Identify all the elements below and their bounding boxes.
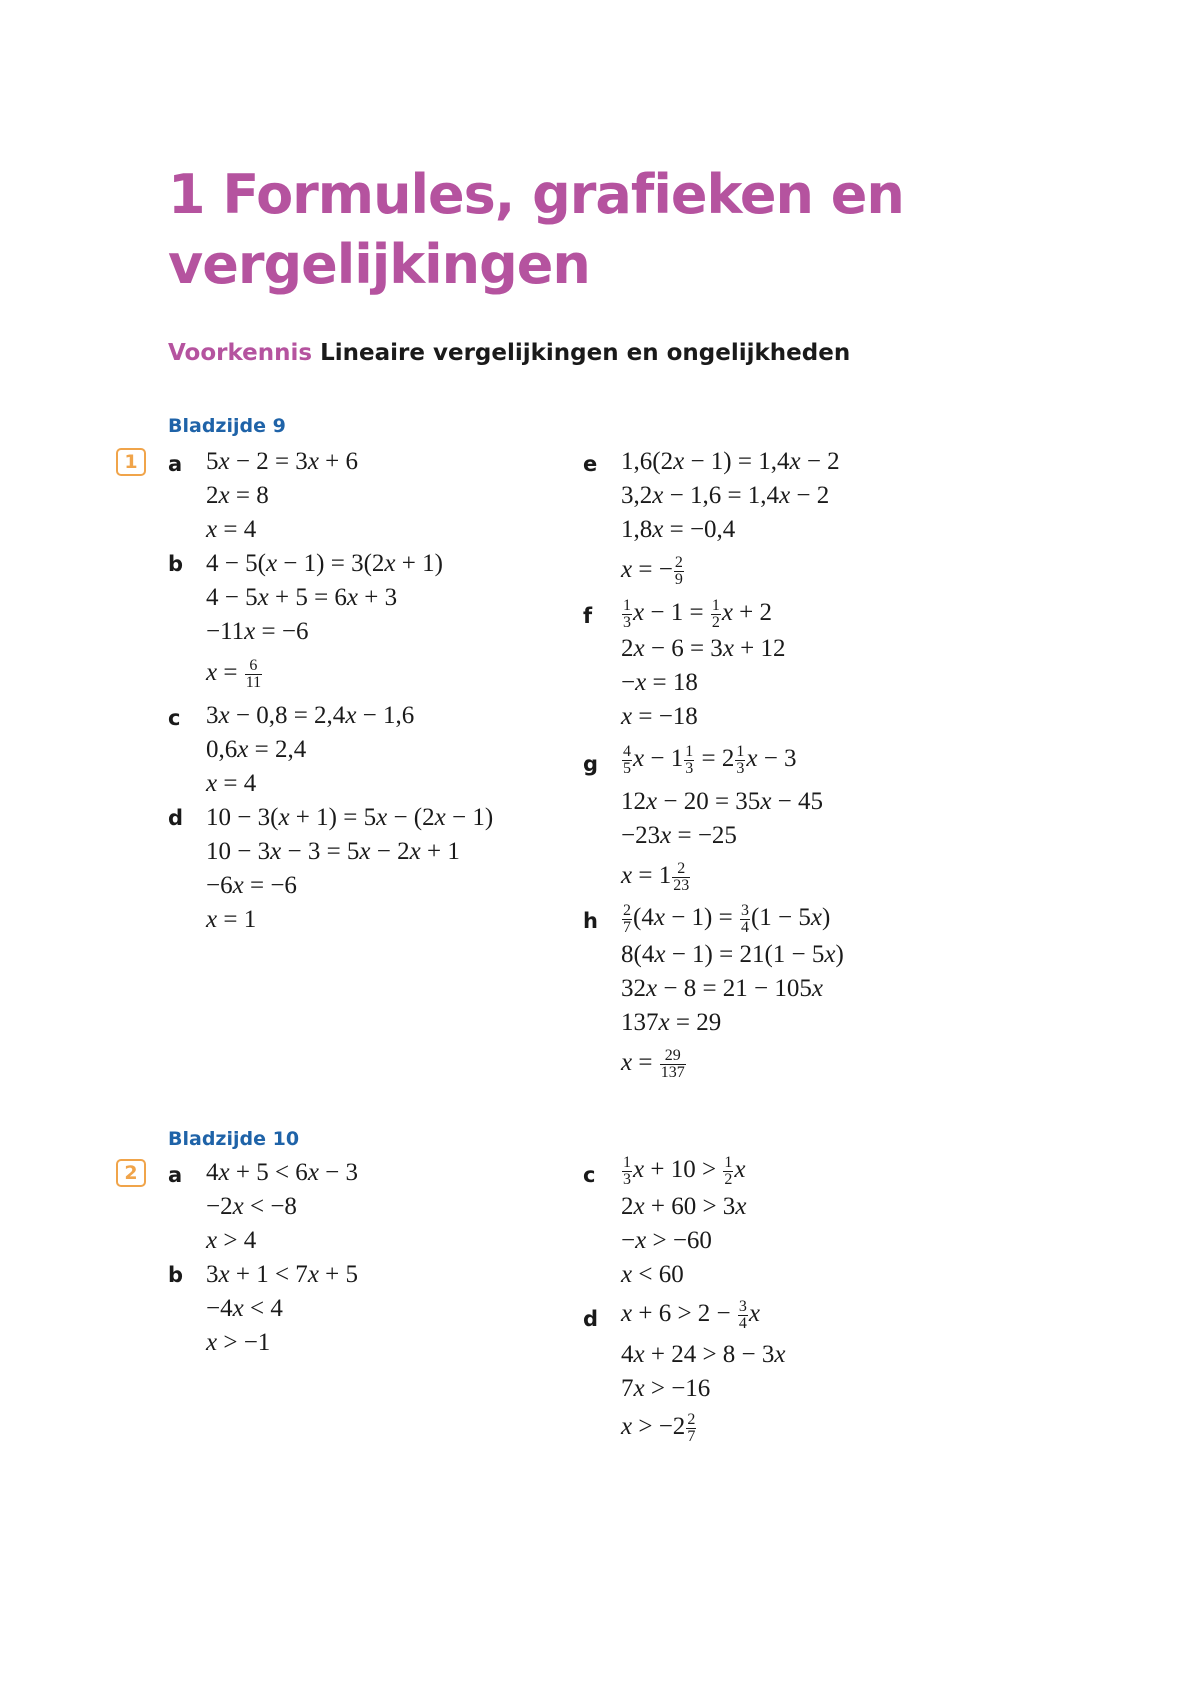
eq-1a-line2: 2x = 8 bbox=[206, 482, 269, 509]
fraction: $\frac{4}{5}$ bbox=[623, 743, 631, 777]
eq-1d-line1: 10 − 3(x + 1) = 5x − (2x − 1) bbox=[206, 804, 494, 831]
fraction: $\frac{1}{2}$ bbox=[724, 1154, 733, 1188]
fraction: $\frac{3}{4}$ bbox=[740, 902, 749, 936]
part-label-d: d bbox=[583, 1307, 599, 1331]
eq-1g-line2: 12x − 20 = 35x − 45 bbox=[621, 788, 824, 815]
part-label-f: f bbox=[583, 604, 593, 628]
eq-1e-line4: x = − $\frac{2}{9}$ bbox=[621, 554, 683, 588]
eq-1b-line4: x = $\frac{6}{11}$ bbox=[206, 657, 262, 691]
part-label-e: e bbox=[583, 452, 598, 476]
ineq-2c-line1: $\frac{1}{3}$ x + 10 > $\frac{1}{2}$ x bbox=[623, 1154, 746, 1188]
fraction: $\frac{29}{137}$ bbox=[660, 1047, 685, 1081]
part-label-a: a bbox=[168, 452, 183, 476]
eq-1e-line3: 1,8x = −0,4 bbox=[621, 516, 736, 543]
fraction: $\frac{3}{4}$ bbox=[738, 1298, 747, 1332]
eq-1f-line1: $\frac{1}{3}$ x − 1 = $\frac{1}{2}$ x + 2 bbox=[623, 597, 773, 631]
fraction: $\frac{2}{9}$ bbox=[674, 554, 683, 588]
eq-1e-line1: 1,6(2x − 1) = 1,4x − 2 bbox=[621, 448, 840, 475]
part-label-b: b bbox=[168, 552, 184, 576]
ineq-2d-line4: x > −2 $\frac{2}{7}$ bbox=[621, 1411, 696, 1445]
eq-1b-line1: 4 − 5(x − 1) = 3(2x + 1) bbox=[206, 550, 443, 577]
fraction: $\frac{1}{2}$ bbox=[711, 597, 720, 631]
fraction: $\frac{6}{11}$ bbox=[245, 657, 262, 691]
eq-1h-line2: 8(4x − 1) = 21(1 − 5x) bbox=[621, 941, 844, 968]
eq-1f-line2: 2x − 6 = 3x + 12 bbox=[621, 635, 786, 662]
part-label-g: g bbox=[583, 752, 599, 776]
ineq-2b-line2: −4x < 4 bbox=[206, 1295, 283, 1322]
ineq-2d-line1: x + 6 > 2 − $\frac{3}{4}$ x bbox=[621, 1298, 761, 1332]
page-ref-10: Bladzijde 10 bbox=[168, 1128, 300, 1150]
section-title: Lineaire vergelijkingen en ongelijkheden bbox=[320, 340, 851, 366]
ineq-2c-line2: 2x + 60 > 3x bbox=[621, 1193, 747, 1220]
eq-1h-line3: 32x − 8 = 21 − 105x bbox=[621, 975, 824, 1002]
part-label-a: a bbox=[168, 1163, 183, 1187]
eq-1c-line1: 3x − 0,8 = 2,4x − 1,6 bbox=[206, 702, 415, 729]
part-label-c: c bbox=[583, 1163, 596, 1187]
ineq-2b-line3: x > −1 bbox=[206, 1329, 271, 1356]
eq-1g-line1: $\frac{4}{5}$ x − 1 $\frac{1}{3}$ = 2 $\frac{1}{3}$ x − 3 bbox=[623, 743, 797, 777]
eq-1a-line3: x = 4 bbox=[206, 516, 257, 543]
fraction: $\frac{1}{3}$ bbox=[685, 743, 694, 777]
title-line-2: vergelijkingen bbox=[168, 233, 590, 296]
section-prefix: Voorkennis bbox=[168, 340, 313, 366]
ineq-2d-line2: 4x + 24 > 8 − 3x bbox=[621, 1341, 786, 1368]
fraction: $\frac{2}{7}$ bbox=[687, 1411, 696, 1445]
exercise-number-2: 2 bbox=[116, 1159, 146, 1187]
eq-1f-line4: x = −18 bbox=[621, 703, 698, 730]
ineq-2a-line3: x > 4 bbox=[206, 1227, 257, 1254]
eq-1d-line4: x = 1 bbox=[206, 906, 257, 933]
eq-1c-line3: x = 4 bbox=[206, 770, 257, 797]
ineq-2d-line3: 7x > −16 bbox=[621, 1375, 711, 1402]
eq-1f-line3: −x = 18 bbox=[621, 669, 698, 696]
eq-1g-line4: x = 1 $\frac{2}{23}$ bbox=[621, 860, 690, 894]
part-label-b: b bbox=[168, 1263, 184, 1287]
exercise-number-1: 1 bbox=[116, 448, 146, 476]
fraction: $\frac{1}{3}$ bbox=[736, 743, 745, 777]
fraction: $\frac{1}{3}$ bbox=[623, 597, 631, 631]
chapter-title bbox=[168, 160, 1068, 300]
part-label-h: h bbox=[583, 909, 598, 933]
ineq-2a-line2: −2x < −8 bbox=[206, 1193, 297, 1220]
eq-1d-line2: 10 − 3x − 3 = 5x − 2x + 1 bbox=[206, 838, 460, 865]
eq-1b-line2: 4 − 5x + 5 = 6x + 3 bbox=[206, 584, 398, 611]
eq-1h-line1: $\frac{2}{7}$ (4x − 1) = $\frac{3}{4}$ (1 − 5x) bbox=[623, 902, 831, 936]
fraction: $\frac{2}{23}$ bbox=[673, 860, 690, 894]
eq-1h-line4: 137x = 29 bbox=[621, 1009, 722, 1036]
ineq-2c-line3: −x > −60 bbox=[621, 1227, 712, 1254]
part-label-c: c bbox=[168, 706, 181, 730]
ineq-2a-line1: 4x + 5 < 6x − 3 bbox=[206, 1159, 359, 1186]
eq-1h-line5: x = $\frac{29}{137}$ bbox=[621, 1047, 685, 1081]
page-ref-9: Bladzijde 9 bbox=[168, 415, 286, 437]
ineq-2c-line4: x < 60 bbox=[621, 1261, 684, 1288]
ineq-2b-line1: 3x + 1 < 7x + 5 bbox=[206, 1261, 359, 1288]
section-heading bbox=[168, 340, 850, 366]
eq-1g-line3: −23x = −25 bbox=[621, 822, 737, 849]
eq-1a-line1: 5x − 2 = 3x + 6 bbox=[206, 448, 359, 475]
eq-1b-line3: −11x = −6 bbox=[206, 618, 309, 645]
eq-1d-line3: −6x = −6 bbox=[206, 872, 297, 899]
fraction: $\frac{2}{7}$ bbox=[623, 902, 631, 936]
eq-1c-line2: 0,6x = 2,4 bbox=[206, 736, 307, 763]
fraction: $\frac{1}{3}$ bbox=[623, 1154, 631, 1188]
eq-1e-line2: 3,2x − 1,6 = 1,4x − 2 bbox=[621, 482, 830, 509]
title-line-1: 1 Formules, grafieken en bbox=[168, 163, 904, 226]
part-label-d: d bbox=[168, 806, 184, 830]
